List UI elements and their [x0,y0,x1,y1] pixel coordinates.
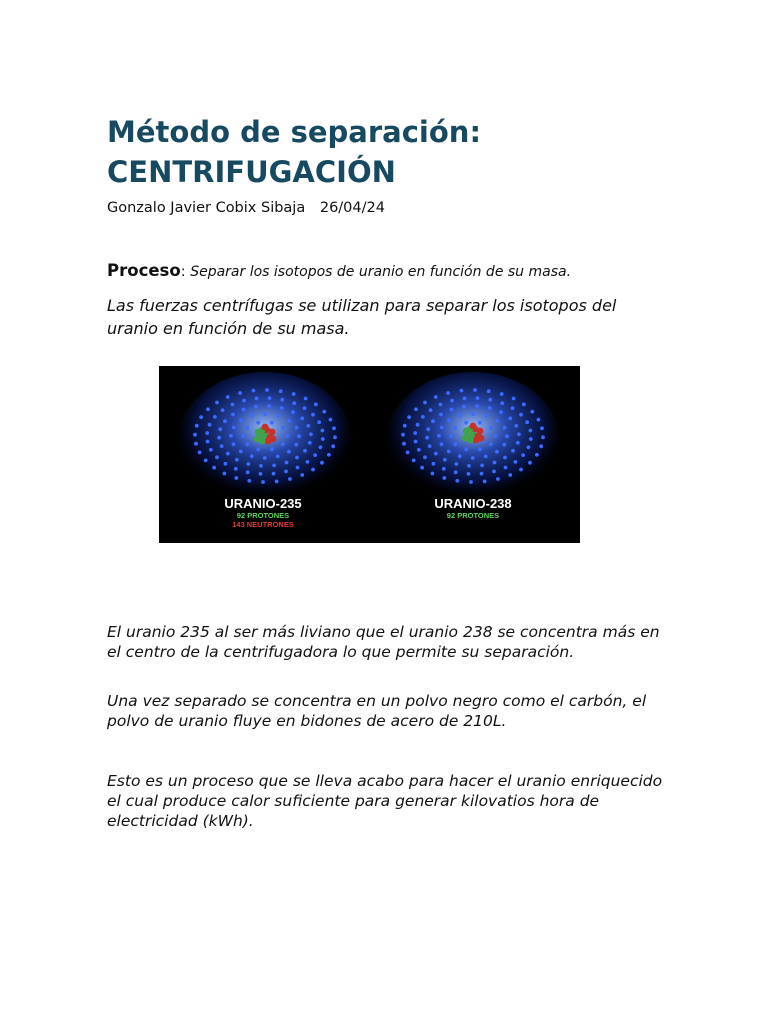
u238-label: URANIO-238 [434,496,512,511]
electron-dot [450,399,454,403]
electron-dot [279,389,283,393]
electron-dot [528,461,532,465]
electron-dot [195,424,199,428]
electron-dot [535,453,539,457]
u235-label: URANIO-235 [224,496,302,511]
electron-dot [220,444,224,448]
electron-dot [480,472,484,476]
electron-dot [232,442,236,446]
electron-dot [484,455,488,459]
nucleon [462,435,469,442]
electron-dot [414,440,418,444]
electron-dot [287,450,291,454]
electron-dot [488,398,492,402]
electron-dot [239,450,243,454]
electron-dot [205,431,209,435]
electron-dot [259,464,263,468]
electron-dot [467,472,471,476]
electron-dot [306,460,310,464]
electron-dot [276,414,280,418]
process-text: Separar los isotopos de uranio en función de su masa. [190,264,572,280]
electron-dot [504,466,508,470]
electron-dot [320,461,324,465]
electron-dot [291,410,295,414]
electron-dot [215,455,219,459]
electron-dot [254,405,258,409]
electron-dot [406,451,410,455]
electron-dot [275,480,279,484]
electron-dot [443,458,447,462]
electron-dot [246,462,250,466]
electron-dot [270,447,274,451]
electron-dot [476,396,480,400]
electron-dot [539,444,543,448]
electron-dot [281,426,285,430]
electron-dot [265,388,269,392]
electron-dot [245,442,249,446]
atom-u238 [387,372,559,504]
electron-dot [434,452,438,456]
electron-dot [235,458,239,462]
electron-dot [508,473,512,477]
electron-dot [434,395,438,399]
electron-dot [239,418,243,422]
electron-dot [332,426,336,430]
electron-dot [308,441,312,445]
electron-dot [421,415,425,419]
process-line [107,261,571,280]
electron-dot [454,470,458,474]
electron-dot [221,408,225,412]
electron-dot [313,453,317,457]
electron-dot [439,403,443,407]
electron-dot [321,429,325,433]
electron-dot [496,477,500,481]
electron-dot [204,459,208,463]
electron-dot [447,418,451,422]
nucleon [254,436,261,443]
electron-dot [295,456,299,460]
electron-dot [454,462,458,466]
electron-dot [440,426,444,430]
electron-dot [450,408,454,412]
electron-dot [223,419,227,423]
electron-dot [314,403,318,407]
electron-dot [471,456,475,460]
electron-dot [484,414,488,418]
electron-dot [462,405,466,409]
electron-dot [425,436,429,440]
electron-dot [297,434,301,438]
electron-dot [321,437,325,441]
electron-dot [407,415,411,419]
electron-dot [420,466,424,470]
electron-dot [412,459,416,463]
electron-dot [508,417,512,421]
electron-dot [446,391,450,395]
electron-dot [288,477,292,481]
electron-dot [478,447,482,451]
electron-dot [317,420,321,424]
electron-dot [471,412,475,416]
electron-dot [495,419,499,423]
electron-dot [529,437,533,441]
electron-dot [529,429,533,433]
process-separator: : [180,264,186,280]
nucleon [463,428,470,435]
electron-dot [503,456,507,460]
electron-dot [250,414,254,418]
paragraph-3: Una vez separado se concentra en un polvo negro como el carbón, el polvo de uranio fluye en bidones de acero de 210L. [107,692,647,730]
electron-dot [499,410,503,414]
electron-dot [483,480,487,484]
electron-dot [213,415,217,419]
electron-dot [488,406,492,410]
electron-dot [223,472,227,476]
byline [107,200,385,216]
electron-dot [245,426,249,430]
electron-dot [512,397,516,401]
electron-dot [437,434,441,438]
electron-dot [439,413,443,417]
electron-dot [453,442,457,446]
electron-dot [413,431,417,435]
electron-dot [402,442,406,446]
electron-dot [475,404,479,408]
electron-dot [514,460,518,464]
electron-dot [303,406,307,410]
electron-dot [467,464,471,468]
electron-dot [311,413,315,417]
electron-dot [263,456,267,460]
electron-dot [442,476,446,480]
electron-dot [511,449,515,453]
electron-dot [242,399,246,403]
electron-dot [322,410,326,414]
electron-dot [252,389,256,393]
u235-neutrons-label: 143 NEUTRONES [232,520,294,529]
electron-dot [431,419,435,423]
electron-dot [250,454,254,458]
electron-dot [417,448,421,452]
electron-dot [194,442,198,446]
electron-dot [333,435,337,439]
electron-dot [502,443,506,447]
electron-dot [517,432,521,436]
electron-dot [541,435,545,439]
electron-dot [500,401,504,405]
electron-dot [442,467,446,471]
electron-dot [272,464,276,468]
electron-dot [500,392,504,396]
electron-dot [296,466,300,470]
electron-dot [287,419,291,423]
electron-dot [263,412,267,416]
paragraph-1: Las fuerzas centrífugas se utilizan para separar los isotopos del uranio en función de su masa. [107,296,617,338]
nucleon [478,435,485,442]
title-line-1: Método de separación: [107,115,482,149]
electron-dot [242,408,246,412]
electron-dot [218,427,222,431]
electron-dot [319,445,323,449]
title-line-2: CENTRIFUGACIÓN [107,155,396,189]
electron-dot [455,479,459,483]
electron-dot [505,434,509,438]
electron-dot [193,433,197,437]
electron-dot [423,401,427,405]
electron-dot [493,434,497,438]
u235-protons-label: 92 PROTONES [236,511,290,520]
electron-dot [458,414,462,418]
author-name: Gonzalo Javier Cobix Sibaja [107,200,306,216]
nucleon [262,424,269,431]
nucleon [269,429,276,436]
electron-dot [259,472,263,476]
electron-dot [493,461,497,465]
electron-dot [487,389,491,393]
electron-dot [300,417,304,421]
electron-dot [414,407,418,411]
electron-dot [300,473,304,477]
electron-dot [224,462,228,466]
u238-protons-label: 92 PROTONES [446,511,500,520]
electron-dot [215,401,219,405]
electron-dot [294,443,298,447]
electron-dot [525,420,529,424]
electron-dot [503,426,507,430]
electron-dot [206,407,210,411]
electron-dot [256,447,260,451]
electron-dot [268,396,272,400]
electron-dot [514,424,518,428]
electron-dot [255,397,259,401]
electron-dot [208,423,212,427]
electron-dot [304,397,308,401]
electron-dot [511,406,515,410]
document-title [107,112,481,192]
electron-dot [285,461,289,465]
atom-u235 [179,372,351,504]
electron-dot [423,455,427,459]
electron-dot [247,479,251,483]
electron-dot [234,467,238,471]
electron-dot [241,434,245,438]
electron-dot [458,454,462,458]
electron-dot [234,476,238,480]
electron-dot [212,466,216,470]
electron-dot [231,403,235,407]
electron-dot [447,450,451,454]
uranium-isotopes-image [159,366,580,543]
electron-dot [199,415,203,419]
electron-dot [464,421,468,425]
electron-dot [329,418,333,422]
electron-dot [432,462,436,466]
electron-dot [537,418,541,422]
electron-dot [527,445,531,449]
electron-dot [540,426,544,430]
electron-dot [480,464,484,468]
nucleon [470,423,477,430]
electron-dot [292,401,296,405]
electron-dot [281,442,285,446]
electron-dot [261,480,265,484]
electron-dot [426,427,430,431]
electron-dot [431,472,435,476]
electron-dot [449,434,453,438]
electron-dot [478,421,482,425]
nucleon [477,428,484,435]
electron-dot [280,406,284,410]
electron-dot [217,436,221,440]
electron-dot [428,444,432,448]
electron-dot [469,480,473,484]
electron-dot [303,449,307,453]
electron-dot [460,389,464,393]
electron-dot [232,426,236,430]
electron-dot [492,470,496,474]
electron-dot [463,397,467,401]
electron-dot [276,455,280,459]
nucleon [270,436,277,443]
electron-dot [311,468,315,472]
electron-dot [198,451,202,455]
isotopes-illustration [159,366,580,543]
process-label: Proceso [107,261,181,280]
electron-dot [416,423,420,427]
electron-dot [440,442,444,446]
electron-dot [473,388,477,392]
electron-dot [464,447,468,451]
electron-dot [401,433,405,437]
electron-dot [280,398,284,402]
electron-dot [453,426,457,430]
electron-dot [209,448,213,452]
electron-dot [246,470,250,474]
electron-dot [519,468,523,472]
electron-dot [327,453,331,457]
electron-dot [285,434,289,438]
electron-dot [519,413,523,417]
electron-dot [489,442,493,446]
electron-dot [495,450,499,454]
electron-dot [309,432,313,436]
electron-dot [206,440,210,444]
electron-dot [331,444,335,448]
electron-dot [229,434,233,438]
electron-dot [231,413,235,417]
electron-dot [530,410,534,414]
electron-dot [238,391,242,395]
electron-dot [522,403,526,407]
electron-dot [403,424,407,428]
document-date: 26/04/24 [319,200,385,216]
electron-dot [295,426,299,430]
paragraph-4: Esto es un proceso que se lleva acabo para hacer el uranio enriquecido el cual produce calor suficiente para generar kilovatios hora de electricidad (kWh). [107,772,663,830]
electron-dot [292,392,296,396]
electron-dot [267,404,271,408]
electron-dot [521,453,525,457]
electron-dot [284,470,288,474]
electron-dot [306,424,310,428]
electron-dot [516,441,520,445]
electron-dot [226,395,230,399]
electron-dot [429,408,433,412]
paragraph-2: El uranio 235 al ser más liviano que el uranio 238 se concentra más en el centro de la centrifugadora lo que permite su separación. [107,623,660,661]
electron-dot [272,472,276,476]
electron-dot [226,452,230,456]
electron-dot [489,426,493,430]
electron-dot [256,421,260,425]
electron-dot [270,421,274,425]
nucleon [255,429,262,436]
